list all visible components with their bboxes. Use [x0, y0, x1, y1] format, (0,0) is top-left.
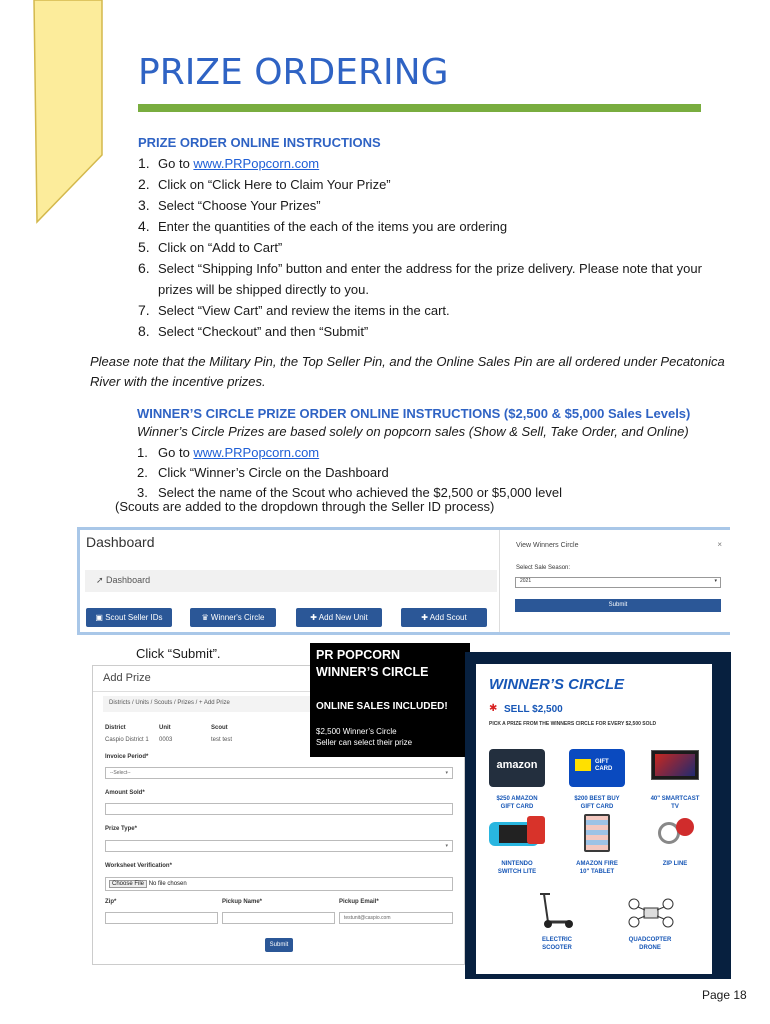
- prize-type-select[interactable]: [105, 840, 453, 852]
- list-item: 1. Go to www.PRPopcorn.com: [138, 155, 320, 171]
- prize-label: $200 BEST BUY GIFT CARD: [574, 796, 620, 810]
- winners-circle-modal: [499, 530, 730, 632]
- scout-value: test test: [211, 737, 233, 743]
- sale-season-select[interactable]: 2021 ▾: [515, 577, 721, 588]
- scout-label: Scout: [211, 725, 228, 731]
- pickup-email-label: Pickup Email*: [339, 899, 379, 905]
- nintendo-switch-image: [489, 816, 545, 852]
- list-item: 7. Select “View Cart” and review the items in the cart.: [138, 302, 450, 318]
- winners-circle-button[interactable]: ♛ Winner's Circle: [190, 608, 276, 627]
- list-item: 6. Select “Shipping Info” button and enter the address for the prize delivery. Please note that your prizes will be shipped directly to you.: [138, 260, 702, 297]
- prpopcorn-link[interactable]: www.PRPopcorn.com: [193, 445, 320, 460]
- flyer-sell-amount: SELL $2,500: [504, 704, 563, 715]
- add-scout-button[interactable]: ✚ Add Scout: [401, 608, 487, 627]
- amazon-gift-card-image: amazon: [489, 749, 545, 787]
- chevron-down-icon: ▾: [445, 843, 448, 849]
- modal-submit-button[interactable]: Submit: [515, 599, 721, 612]
- invoice-period-select[interactable]: --Select-- ▾: [105, 767, 453, 779]
- section1-heading: PRIZE ORDER ONLINE INSTRUCTIONS: [138, 135, 381, 150]
- promo-label: [310, 643, 470, 757]
- dashboard-title: Dashboard: [86, 534, 155, 550]
- list-item: 2. Click on “Click Here to Claim Your Prize”: [138, 176, 391, 192]
- pickup-name-input[interactable]: [222, 912, 335, 924]
- worksheet-verification-label: Worksheet Verification*: [105, 863, 172, 869]
- pickup-name-label: Pickup Name*: [222, 899, 263, 905]
- invoice-period-label: Invoice Period*: [105, 754, 149, 760]
- zip-line-image: [654, 814, 698, 852]
- smart-tv-image: [651, 750, 699, 780]
- prize-label: QUADCOPTER DRONE: [628, 937, 672, 951]
- amount-sold-label: Amount Sold*: [105, 790, 145, 796]
- form-breadcrumb: Districts / Units / Scouts / Prizes / + Add Prize: [103, 696, 453, 712]
- prize-type-label: Prize Type*: [105, 826, 137, 832]
- best-buy-gift-card-image: GIFT CARD: [569, 749, 625, 787]
- section2-subtitle: Winner’s Circle Prizes are based solely on popcorn sales (Show & Sell, Take Order, and Online): [137, 424, 689, 439]
- electric-scooter-image: [536, 890, 576, 930]
- title-underline: [138, 104, 701, 112]
- choose-file-button[interactable]: Choose File: [109, 880, 147, 888]
- promo-heading: PR POPCORN WINNER’S CIRCLE: [316, 648, 429, 679]
- prize-label: AMAZON FIRE 10" TABLET: [576, 861, 618, 875]
- district-value: Caspio District 1: [105, 737, 149, 743]
- drone-image: [628, 898, 674, 928]
- district-label: District: [105, 725, 126, 731]
- page-title: PRIZE ORDERING: [138, 52, 449, 93]
- list-item: 3. Select “Choose Your Prizes”: [138, 197, 321, 213]
- amount-sold-input[interactable]: [105, 803, 453, 815]
- instructions-list: [138, 153, 723, 342]
- list-item: 8. Select “Checkout” and then “Submit”: [138, 323, 369, 339]
- list-item: 5. Click on “Add to Cart”: [138, 239, 283, 255]
- winners-circle-flyer: [465, 652, 731, 979]
- chevron-down-icon: ▾: [445, 770, 448, 776]
- page-number: Page 18: [702, 988, 747, 1002]
- prpopcorn-link[interactable]: www.PRPopcorn.com: [193, 156, 320, 171]
- list-item: 1. Go to www.PRPopcorn.com: [137, 445, 320, 460]
- prize-label: ELECTRIC SCOOTER: [542, 937, 572, 951]
- file-status: No file chosen: [148, 881, 187, 887]
- sale-season-label: Select Sale Season:: [516, 565, 571, 571]
- modal-title: View Winners Circle: [516, 542, 579, 549]
- prize-label: ZIP LINE: [662, 861, 688, 867]
- flyer-panel: [476, 664, 712, 974]
- fire-tablet-image: [584, 814, 610, 852]
- pin-note: Please note that the Military Pin, the Top Seller Pin, and the Online Sales Pin are all ordered under Pecatonica River with the incentive prizes.: [90, 354, 725, 389]
- prize-label: NINTENDO SWITCH LITE: [497, 861, 537, 875]
- winners-circle-list: [137, 443, 562, 503]
- close-icon[interactable]: ×: [717, 540, 722, 549]
- prize-label: $250 AMAZON GIFT CARD: [496, 796, 538, 810]
- section2-heading: WINNER’S CIRCLE PRIZE ORDER ONLINE INSTRUCTIONS ($2,500 & $5,000 Sales Levels): [137, 406, 691, 421]
- pickup-email-input[interactable]: testunit@caspio.com: [339, 912, 453, 924]
- list-item: 2. Click “Winner’s Circle on the Dashboard: [137, 465, 389, 480]
- dashboard-breadcrumb: ➚ Dashboard: [85, 570, 497, 592]
- click-submit-text: Click “Submit”.: [136, 646, 221, 661]
- zip-label: Zip*: [105, 899, 117, 905]
- scout-seller-ids-button[interactable]: ▣ Scout Seller IDs: [86, 608, 172, 627]
- flyer-title: WINNER’S CIRCLE: [489, 676, 624, 693]
- decorative-tab: [0, 0, 110, 230]
- prize-label: 40" SMARTCAST TV: [650, 796, 700, 810]
- form-submit-button[interactable]: Submit: [265, 938, 293, 952]
- list-item: 4. Enter the quantities of the each of the items you are ordering: [138, 218, 508, 234]
- flyer-pick-text: PICK A PRIZE FROM THE WINNERS CIRCLE FOR EVERY $2,500 SOLD: [489, 721, 657, 727]
- unit-label: Unit: [159, 725, 171, 731]
- add-new-unit-button[interactable]: ✚ Add New Unit: [296, 608, 382, 627]
- dashboard-screenshot: [77, 527, 730, 635]
- worksheet-file-input[interactable]: [105, 877, 453, 891]
- unit-value: 0003: [159, 737, 173, 743]
- list-item: 3. Select the name of the Scout who achieved the $2,500 or $5,000 level: [137, 485, 562, 500]
- dropdown-note: (Scouts are added to the dropdown through the Seller ID process): [115, 499, 495, 514]
- zip-input[interactable]: [105, 912, 218, 924]
- star-icon: ✱: [489, 703, 498, 714]
- chevron-down-icon: ▾: [714, 578, 717, 584]
- form-title: Add Prize: [103, 672, 151, 684]
- promo-online: ONLINE SALES INCLUDED!: [316, 701, 448, 712]
- promo-detail: $2,500 Winner’s Circle Seller can select their prize: [316, 727, 413, 747]
